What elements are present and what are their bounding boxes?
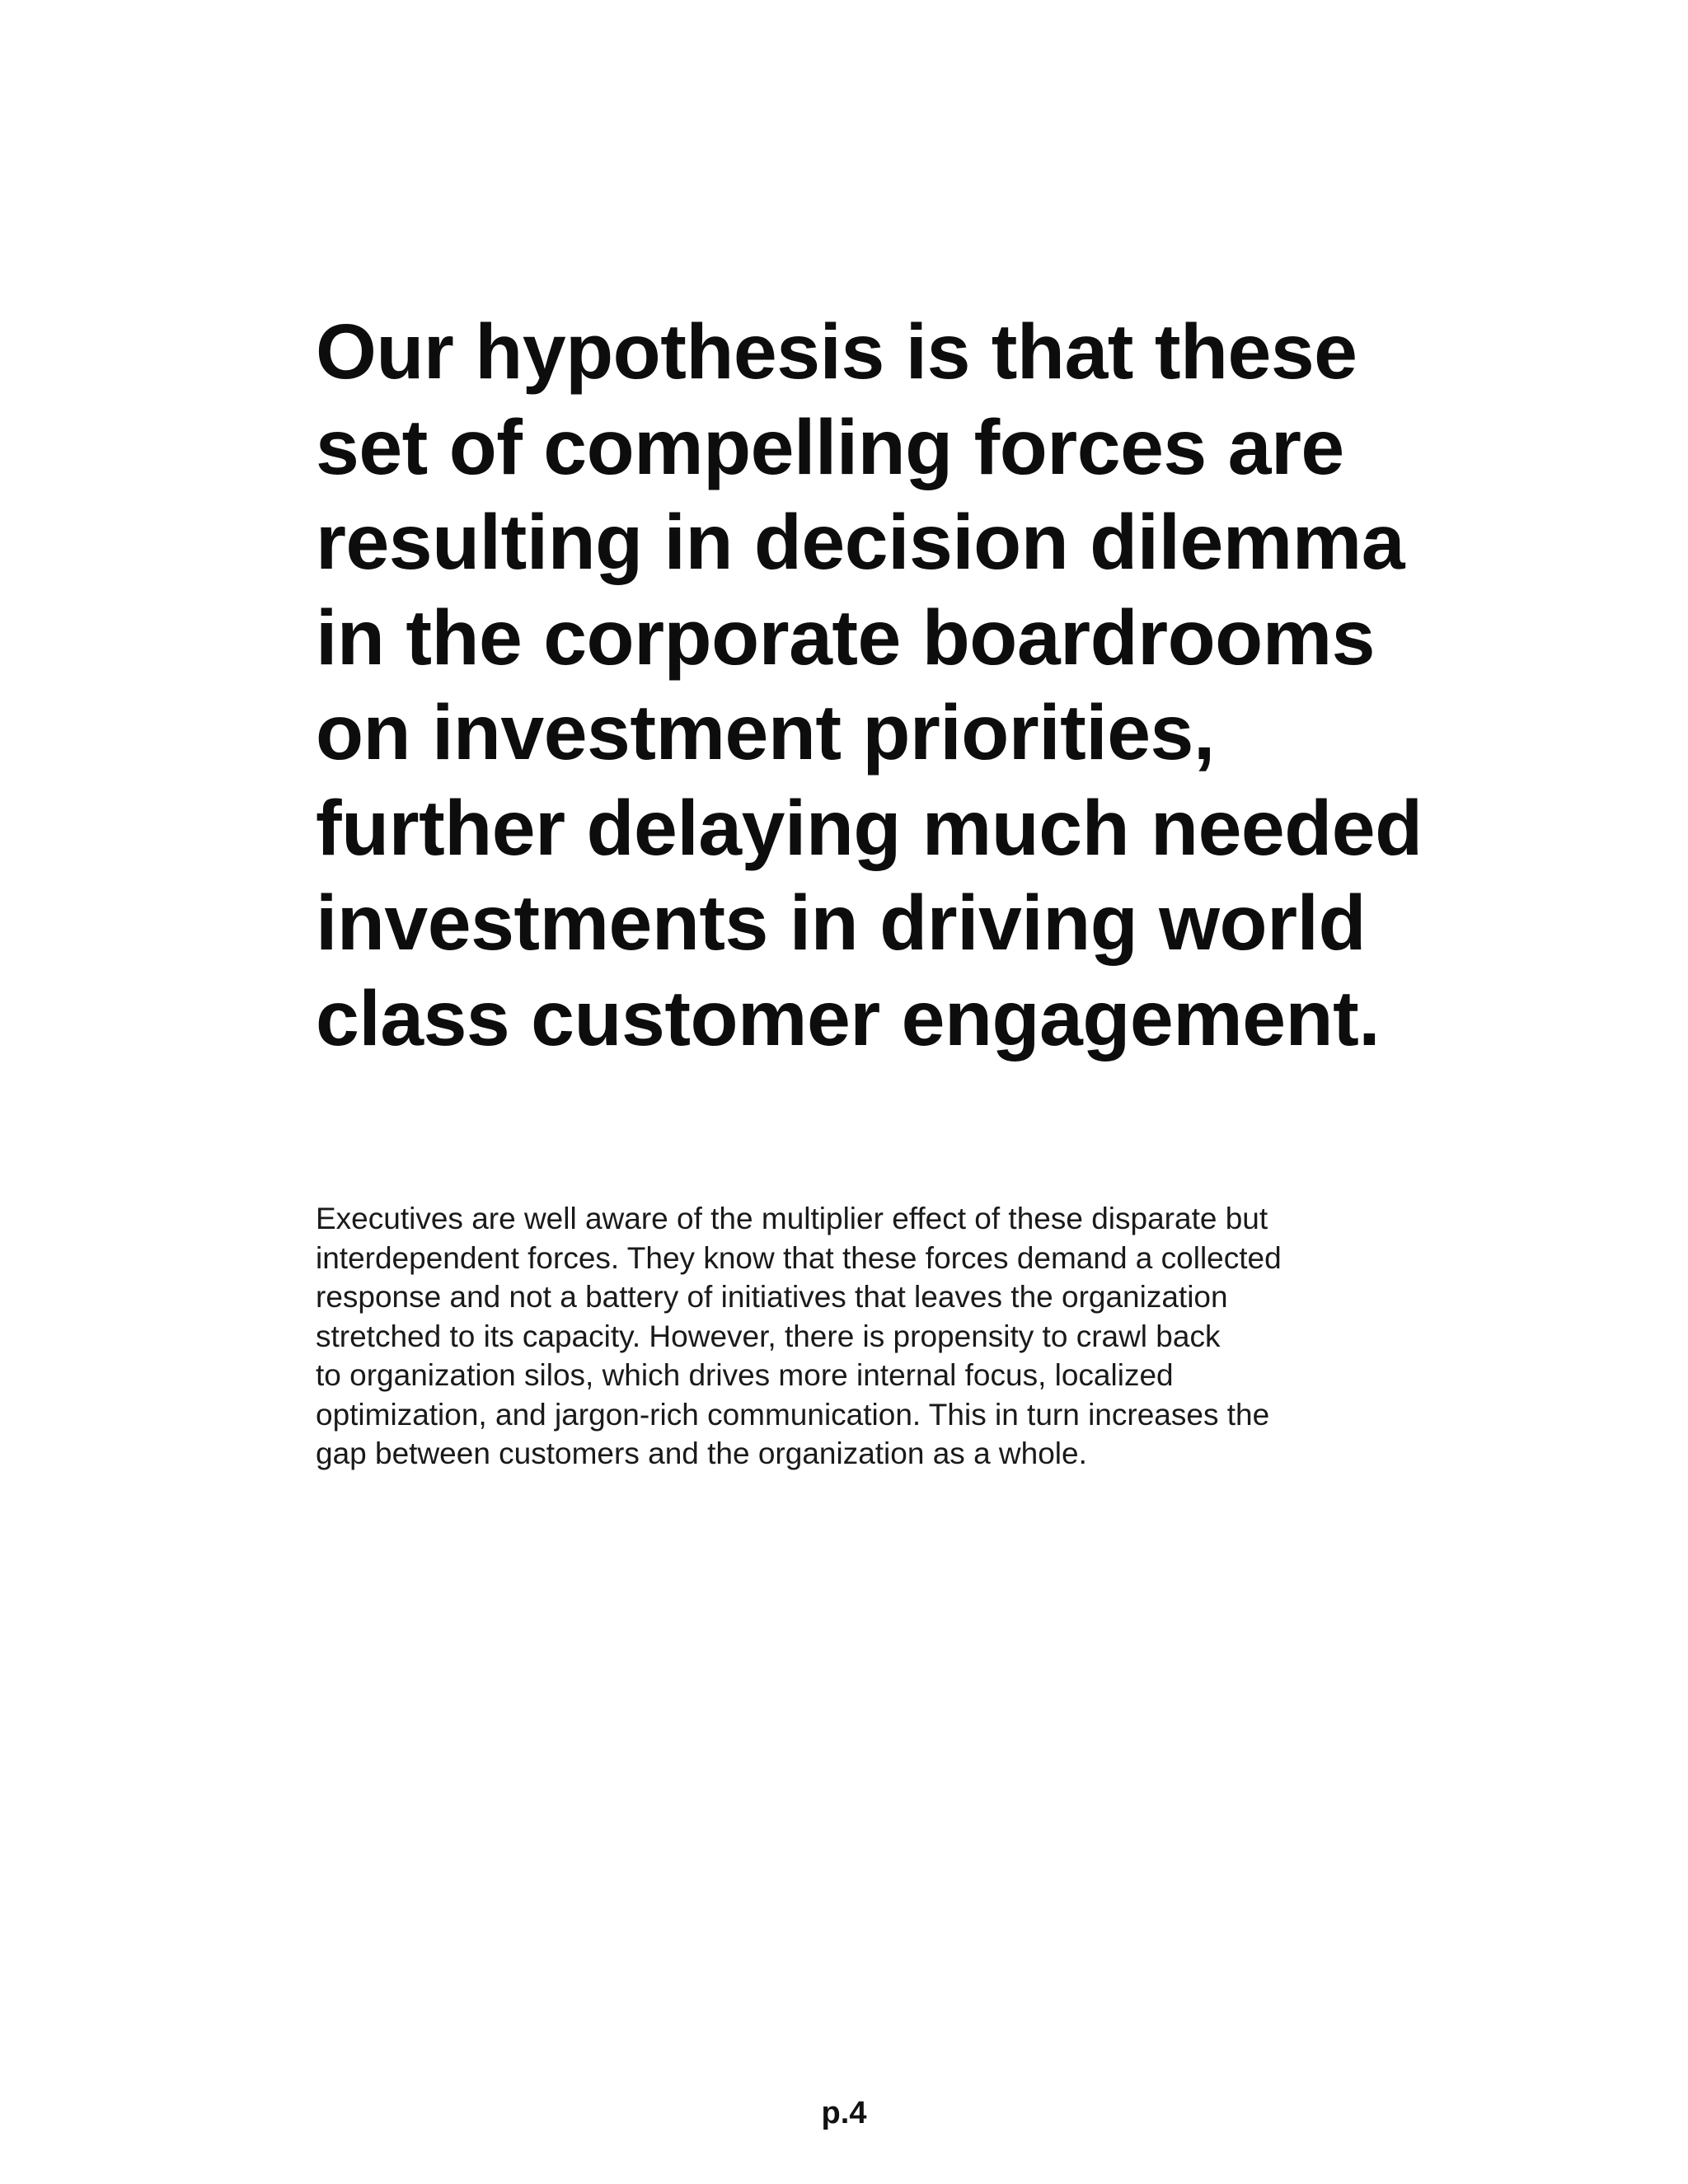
headline-line: in the corporate boardrooms	[316, 593, 1376, 682]
body-line: to organization silos, which drives more internal focus, localized	[316, 1358, 1174, 1392]
headline-line: class customer engagement.	[316, 974, 1381, 1062]
headline-line: investments in driving world	[316, 879, 1366, 967]
headline-line: resulting in decision dilemma	[316, 499, 1405, 586]
page-number: p.4	[821, 2096, 867, 2130]
body-line: response and not a battery of initiatives that leaves the organization	[316, 1280, 1228, 1314]
headline-line: on investment priorities,	[316, 689, 1215, 776]
body-line: interdependent forces. They know that these forces demand a collected	[316, 1240, 1282, 1275]
body-line: Executives are well aware of the multiplier effect of these disparate but	[316, 1202, 1268, 1235]
body-paragraph	[316, 1199, 1503, 1474]
body-line: stretched to its capacity. However, there is propensity to crawl back	[316, 1319, 1221, 1353]
body-line: optimization, and jargon-rich communication. This in turn increases the	[316, 1397, 1270, 1432]
body-line: gap between customers and the organization as a whole.	[316, 1436, 1087, 1470]
headline-line: further delaying much needed	[316, 784, 1423, 872]
headline-line: set of compelling forces are	[316, 403, 1344, 491]
headline-line: Our hypothesis is that these	[316, 308, 1357, 396]
headline	[316, 305, 1503, 1066]
